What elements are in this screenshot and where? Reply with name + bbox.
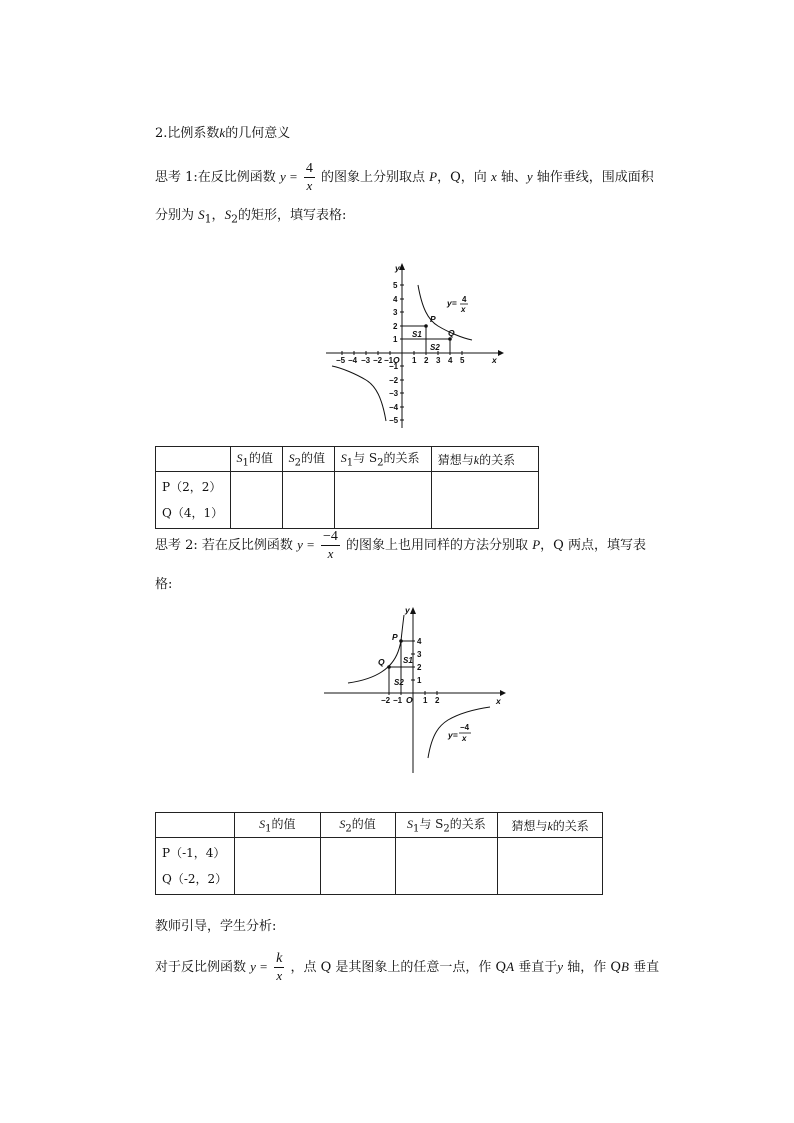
table-cell (156, 447, 231, 472)
graph2-y-tick-labels (417, 637, 422, 685)
section-title: 2.比例系数k的几何意义 (155, 125, 291, 141)
graph1-ytick: 4 (393, 295, 398, 304)
graph2-ytick: 4 (417, 637, 422, 646)
table-header: $S_2$的值 (282, 447, 334, 472)
graph2-func-num: −4 (460, 723, 470, 732)
graph2-xtick: 1 (423, 696, 428, 705)
graph2-origin: O (406, 695, 413, 705)
graph1-xtick: 4 (448, 356, 453, 365)
graph1-ytick: −4 (389, 403, 399, 412)
graph2-x-label: x (496, 696, 501, 706)
table-header: 猜想与k的关系 (431, 447, 538, 472)
graph2-curve-upper-left (348, 615, 404, 683)
table-row-labels (156, 838, 235, 895)
graph1-point-p (424, 324, 428, 328)
graph1-ytick: 3 (393, 308, 398, 317)
table-cell[interactable] (234, 838, 320, 895)
table-row (156, 838, 603, 895)
graph2-ytick: 2 (417, 663, 422, 672)
think2-line2: 格: (155, 577, 173, 592)
graph1-xtick: −5 (336, 356, 346, 365)
think1-line1: 思考 1:在反比例函数 y = $\frac{4}{x}$ 的图象上分别取点 P，Q，向 x 轴、y 轴作垂线，围成面积 (155, 161, 654, 193)
table-cell[interactable] (320, 838, 395, 895)
graph1-xtick: 5 (460, 356, 465, 365)
graph1-xtick: 2 (424, 356, 429, 365)
graph1-ytick: 2 (393, 322, 398, 331)
table-row (156, 813, 603, 838)
table-header: $S_1$与 $S_2$的关系 (334, 447, 431, 472)
table-cell[interactable] (395, 838, 498, 895)
guide-text: 教师引导，学生分析: (155, 919, 277, 934)
graph1-ytick: 5 (393, 281, 398, 290)
graph1-xtick: 3 (436, 356, 441, 365)
graph2-figure (320, 603, 510, 778)
graph2-s1-label: S1 (403, 656, 413, 665)
graph2-point-q (387, 665, 391, 669)
table-cell (156, 813, 235, 838)
row-label-p: P（2，2） (162, 480, 222, 494)
graph2-xtick: −1 (393, 696, 403, 705)
think2-line1: 思考 2: 若在反比例函数 y = $\frac{-4}{x}$ 的图象上也用同样的方法分别取 P，Q 两点，填写表 (155, 529, 646, 561)
graph2-ytick: 1 (417, 676, 422, 685)
graph1-figure (322, 258, 508, 433)
graph1-s1-label: S1 (412, 330, 422, 339)
table2 (155, 812, 603, 895)
table-row-labels (156, 472, 231, 529)
table-row (156, 447, 539, 472)
table-header: $S_1$的值 (230, 447, 282, 472)
graph2-y-label: y (405, 605, 410, 615)
graph1-xtick: −3 (361, 356, 371, 365)
table-header: $S_1$与 $S_2$的关系 (395, 813, 498, 838)
graph1-x-label: x (492, 355, 497, 365)
graph2-func-lhs: y= (448, 730, 458, 740)
table-row (156, 472, 539, 529)
graph1-ytick: 1 (393, 335, 398, 344)
graph1-curve-negative (332, 366, 386, 421)
graph1-ytick: −1 (389, 362, 399, 371)
graph1-xtick: −2 (373, 356, 383, 365)
think2-fraction: $\frac{-4}{x}$ (323, 529, 338, 561)
table-cell[interactable] (282, 472, 334, 529)
graph1-func-num: 4 (462, 295, 467, 304)
graph2-p-label: P (392, 632, 398, 642)
table-cell[interactable] (498, 838, 603, 895)
last-line: 对于反比例函数 y = $\frac{k}{x}$ ，点 Q 是其图象上的任意一点，作 QA 垂直于y 轴，作 QB 垂直 (155, 951, 660, 983)
graph2-func-den: x (462, 734, 467, 743)
think1-fraction: $\frac{4}{x}$ (305, 161, 313, 193)
graph1-xtick: 1 (412, 356, 417, 365)
row-label-q: Q（4，1） (162, 506, 224, 520)
graph1-s2-label: S2 (430, 343, 440, 352)
table-cell[interactable] (334, 472, 431, 529)
last-fraction: $\frac{k}{x}$ (276, 951, 283, 983)
graph1-xtick: −4 (348, 356, 358, 365)
row-label-p: P（-1，4） (162, 846, 226, 860)
graph2-point-p (399, 639, 403, 643)
graph1-p-label: P (430, 314, 436, 324)
graph1-ytick: −5 (389, 416, 399, 425)
graph2-s2-label: S2 (394, 678, 404, 687)
graph1-ytick: −2 (389, 376, 399, 385)
think1-line2: 分别为 $S_1$，$S_2$的矩形，填写表格: (155, 207, 347, 226)
table-header: $S_2$的值 (320, 813, 395, 838)
table-cell[interactable] (431, 472, 538, 529)
graph2-xtick: 2 (435, 696, 440, 705)
graph1-ytick: −3 (389, 389, 399, 398)
graph2-q-label: Q (378, 657, 385, 667)
table1 (155, 446, 539, 529)
table-header: 猜想与k的关系 (498, 813, 603, 838)
graph1-y-label: y (395, 263, 400, 273)
graph1-q-label: Q (448, 328, 455, 338)
table-cell[interactable] (230, 472, 282, 529)
graph2-ytick: 3 (417, 650, 422, 659)
row-label-q: Q（-2，2） (162, 872, 228, 886)
graph1-xtick: −1 (384, 356, 394, 365)
graph1-origin: O (393, 355, 400, 365)
graph1-x-tick-labels (336, 356, 465, 365)
table-header: $S_1$的值 (234, 813, 320, 838)
graph2-curve-lower-right (428, 707, 490, 758)
graph1-func-lhs: y= (447, 298, 457, 308)
graph2-xtick: −2 (381, 696, 391, 705)
graph1-func-den: x (461, 305, 466, 314)
